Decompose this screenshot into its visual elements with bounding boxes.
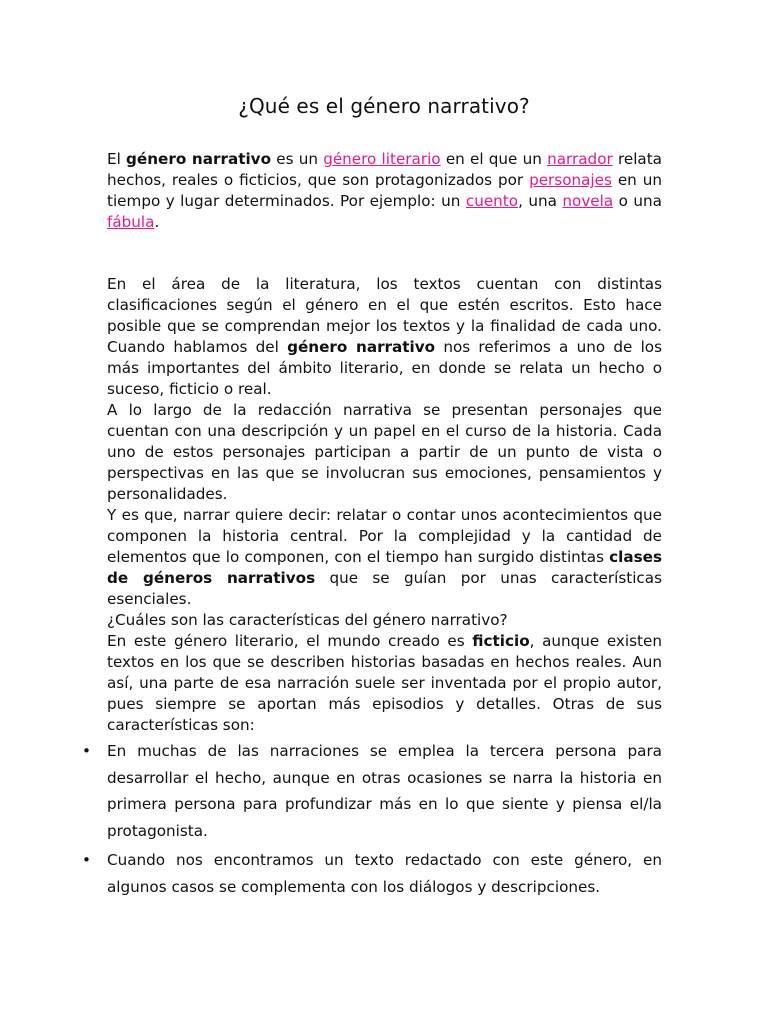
intro-text: o una (613, 192, 662, 210)
link-novela[interactable]: novela (562, 192, 614, 210)
intro-text: , una (518, 192, 563, 210)
intro-text: en un tiempo y lugar determinados. Por ejemplo: un (107, 171, 662, 210)
link-fabula[interactable]: fábula (107, 213, 155, 231)
list-item (82, 738, 662, 844)
paragraph-personajes: A lo largo de la redacción narrativa se presentan personajes que cuentan con una descripción y un papel en el curso de la historia. Cada uno de estos personajes participan a partir de un punto de vista o perspectivas en las que se involucran sus emociones, pensamientos y personalidades. (107, 401, 662, 503)
link-personajes[interactable]: personajes (529, 171, 612, 189)
paragraph-text: Y es que, narrar quiere decir: relatar o contar unos acontecimientos que componen la historia central. Por la complejidad y la cantidad de elementos que lo componen, con el tiempo han surgido distintas (107, 506, 662, 566)
link-genero-literario[interactable]: género literario (323, 150, 441, 168)
paragraph-text: nos referimos a uno de los más importantes del ámbito literario, en donde se relata un hecho o suceso, ficticio o real. (107, 338, 662, 398)
bullet-icon: • (82, 851, 91, 869)
paragraph-text: que se guían por unas características esenciales. (107, 569, 662, 608)
intro-paragraph (107, 149, 662, 233)
characteristics-list (82, 738, 662, 903)
intro-text: en el que un (440, 150, 548, 168)
list-item-text: En muchas de las narraciones se emplea la tercera persona para desarrollar el hecho, aunque en otras ocasiones se narra la historia en primera persona para profundizar más en lo que siente y piensa el/la protagonista. (107, 742, 662, 840)
paragraph-clasificaciones (107, 274, 662, 400)
paragraph-text: , aunque existen textos en los que se describen historias basadas en hechos reales. Aun así, una parte de esa narración suele ser inventada por el propio autor, pues siempre se aportan más episodios y detalles. Otras de sus características son: (107, 632, 662, 734)
body-text (107, 274, 662, 736)
bold-term: clases de géneros narrativos (107, 548, 662, 587)
paragraph-text: En este género literario, el mundo creado es (107, 632, 473, 650)
paragraph-text: En el área de la literatura, los textos cuentan con distintas clasificaciones según el género en el que estén escritos. Esto hace posible que se comprendan mejor los textos y la finalidad de cada uno. Cuando hablamos del (107, 275, 662, 356)
intro-text: relata hechos, reales o ficticios, que son protagonizados por (107, 150, 662, 189)
page-title: ¿Qué es el género narrativo? (238, 94, 530, 118)
section-question: ¿Cuáles son las características del género narrativo? (107, 611, 508, 629)
paragraph-narrar (107, 505, 662, 610)
intro-text: . (154, 213, 160, 231)
paragraph-ficticio (107, 631, 662, 736)
list-item (82, 847, 662, 900)
list-item-text: Cuando nos encontramos un texto redactado con este género, en algunos casos se complementa con los diálogos y descripciones. (107, 851, 662, 896)
bold-term: ficticio (472, 632, 530, 650)
bullet-icon: • (82, 742, 91, 760)
link-cuento[interactable]: cuento (465, 192, 519, 210)
bold-term: género narrativo (287, 338, 436, 356)
link-narrador[interactable]: narrador (547, 150, 613, 168)
intro-text: es un (271, 150, 324, 168)
intro-text: El (107, 150, 127, 168)
intro-bold-term: género narrativo (126, 150, 272, 168)
